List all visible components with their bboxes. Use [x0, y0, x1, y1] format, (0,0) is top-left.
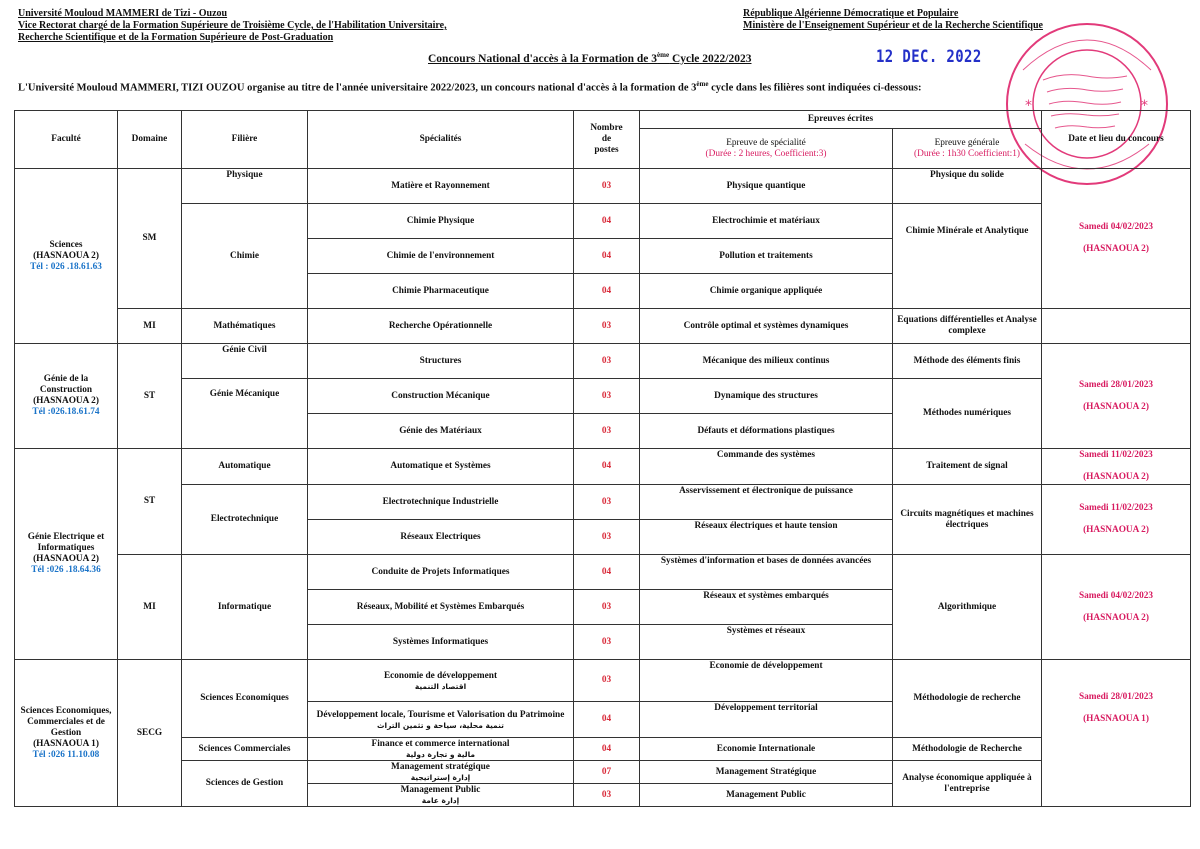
- page-title: Concours National d'accès à la Formation de 3ème Cycle 2022/2023: [428, 51, 752, 65]
- domain-cell: SECG: [118, 660, 182, 807]
- postes-cell: 03: [574, 520, 640, 555]
- epreuve-generale-cell: Physique du solide: [893, 169, 1042, 204]
- date-cell: Samedi 04/02/2023 (HASNAOUA 2): [1042, 169, 1191, 309]
- university-name: Université Mouloud MAMMERI de Tizi - Ouzou: [18, 8, 228, 19]
- postes-cell: 03: [574, 784, 640, 807]
- header-left: [18, 8, 447, 44]
- postes-cell: 04: [574, 274, 640, 309]
- filiere-cell: Informatique: [182, 555, 308, 660]
- postes-cell: 03: [574, 414, 640, 449]
- epreuve-specialite-cell: Electrochimie et matériaux: [640, 204, 893, 239]
- specialite-cell: Management stratégique إدارة إستراتيجية: [308, 761, 574, 784]
- header-right: [743, 8, 1043, 32]
- table-row: [15, 204, 1191, 239]
- epreuve-generale-cell: Méthodologie de Recherche: [893, 738, 1042, 761]
- filiere-cell: Sciences Economiques: [182, 660, 308, 738]
- epreuve-specialite-cell: Management Stratégique: [640, 761, 893, 784]
- specialite-cell: Structures: [308, 344, 574, 379]
- epreuve-specialite-cell: Physique quantique: [640, 169, 893, 204]
- date-cell: Samedi 28/01/2023 (HASNAOUA 1): [1042, 660, 1191, 807]
- republic-name: République Algérienne Démocratique et Populaire: [743, 8, 959, 19]
- epreuve-specialite-cell: Systèmes et réseaux: [640, 625, 893, 660]
- epreuve-specialite-cell: Dynamique des structures: [640, 379, 893, 414]
- epreuve-specialite-cell: Réseaux et systèmes embarqués: [640, 590, 893, 625]
- date-cell: Samedi 28/01/2023 (HASNAOUA 2): [1042, 344, 1191, 449]
- col-specialites: Spécialités: [308, 111, 574, 169]
- intro-paragraph: L'Université Mouloud MAMMERI, TIZI OUZOU organise au titre de l'année universitaire 2022/2023, un concours national d'accès à la formation de 3ème cycle dans les filières sont indiquées ci-dessous:: [18, 80, 922, 94]
- postes-cell: 03: [574, 485, 640, 520]
- faculty-cell: Génie de la Construction (HASNAOUA 2) Tél :026.18.61.74: [15, 344, 118, 449]
- epreuve-specialite-cell: Défauts et déformations plastiques: [640, 414, 893, 449]
- epreuve-specialite-cell: Chimie organique appliquée: [640, 274, 893, 309]
- specialite-cell: Réseaux, Mobilité et Systèmes Embarqués: [308, 590, 574, 625]
- postes-cell: 03: [574, 625, 640, 660]
- faculty-cell: Sciences (HASNAOUA 2) Tél : 026 .18.61.63: [15, 169, 118, 344]
- epreuve-generale-cell: Méthodologie de recherche: [893, 660, 1042, 738]
- epreuve-specialite-cell: Systèmes d'information et bases de données avancées: [640, 555, 893, 590]
- specialite-cell: Matière et Rayonnement: [308, 169, 574, 204]
- col-epreuve-generale: Epreuve générale (Durée : 1h30 Coefficient:1): [893, 129, 1042, 169]
- domain-cell: ST: [118, 344, 182, 449]
- postes-cell: 03: [574, 309, 640, 344]
- table-row: [15, 379, 1191, 414]
- col-filiere: Filière: [182, 111, 308, 169]
- specialite-cell: Conduite de Projets Informatiques: [308, 555, 574, 590]
- table-row: [15, 738, 1191, 761]
- postes-cell: 03: [574, 379, 640, 414]
- table-row: [15, 169, 1191, 204]
- specialite-cell: Chimie Pharmaceutique: [308, 274, 574, 309]
- vice-rectorat-2: Recherche Scientifique et de la Formation Supérieure de Post-Graduation: [18, 32, 334, 43]
- faculty-cell: Génie Electrique et Informatiques (HASNAOUA 2) Tél :026 .18.64.36: [15, 449, 118, 660]
- domain-cell: MI: [118, 555, 182, 660]
- epreuve-specialite-cell: Asservissement et électronique de puissance: [640, 485, 893, 520]
- specialite-cell: Management Public إدارة عامة: [308, 784, 574, 807]
- epreuve-generale-cell: Circuits magnétiques et machines électriques: [893, 485, 1042, 555]
- date-cell: Samedi 11/02/2023 (HASNAOUA 2): [1042, 485, 1191, 555]
- epreuve-specialite-cell: Mécanique des milieux continus: [640, 344, 893, 379]
- col-nombre-postes: Nombre de postes: [574, 111, 640, 169]
- filiere-cell: Electrotechnique: [182, 485, 308, 555]
- specialite-cell: Recherche Opérationnelle: [308, 309, 574, 344]
- date-stamp: 12 DEC. 2022: [876, 47, 982, 67]
- date-cell: Samedi 11/02/2023 (HASNAOUA 2): [1042, 449, 1191, 485]
- specialite-cell: Chimie Physique: [308, 204, 574, 239]
- postes-cell: 04: [574, 204, 640, 239]
- postes-cell: 03: [574, 169, 640, 204]
- filiere-cell: Mathématiques: [182, 309, 308, 344]
- domain-cell: ST: [118, 449, 182, 555]
- filiere-cell: Sciences de Gestion: [182, 761, 308, 807]
- table-row: [15, 449, 1191, 485]
- epreuve-generale-cell: Analyse économique appliquée à l'entreprise: [893, 761, 1042, 807]
- epreuve-specialite-cell: Pollution et traitements: [640, 239, 893, 274]
- table-row: [15, 761, 1191, 784]
- epreuve-specialite-cell: Economie Internationale: [640, 738, 893, 761]
- svg-text:*: *: [1025, 98, 1032, 114]
- specialite-cell: Systèmes Informatiques: [308, 625, 574, 660]
- postes-cell: 04: [574, 449, 640, 485]
- vice-rectorat: Vice Rectorat chargé de la Formation Supérieure de Troisième Cycle, de l'Habilitation Universitaire,: [18, 20, 447, 31]
- filiere-cell: Sciences Commerciales: [182, 738, 308, 761]
- epreuve-specialite-cell: Economie de développement: [640, 660, 893, 702]
- specialite-cell: Réseaux Electriques: [308, 520, 574, 555]
- table-row: [15, 555, 1191, 590]
- faculty-cell: Sciences Economiques, Commerciales et de Gestion (HASNAOUA 1) Tél :026 11.10.08: [15, 660, 118, 807]
- specialite-cell: Chimie de l'environnement: [308, 239, 574, 274]
- col-epreuves-ecrites: Epreuves écrites: [640, 111, 1042, 129]
- epreuve-specialite-cell: Contrôle optimal et systèmes dynamiques: [640, 309, 893, 344]
- epreuve-specialite-cell: Développement territorial: [640, 702, 893, 738]
- epreuve-specialite-cell: Réseaux électriques et haute tension: [640, 520, 893, 555]
- postes-cell: 03: [574, 344, 640, 379]
- epreuve-specialite-cell: Commande des systèmes: [640, 449, 893, 485]
- epreuve-generale-cell: Equations différentielles et Analyse complexe: [893, 309, 1042, 344]
- domain-cell: MI: [118, 309, 182, 344]
- postes-cell: 04: [574, 738, 640, 761]
- postes-cell: 04: [574, 702, 640, 738]
- postes-cell: 03: [574, 590, 640, 625]
- specialite-cell: Génie des Matériaux: [308, 414, 574, 449]
- specialite-cell: Economie de développement اقتصاد التنمية: [308, 660, 574, 702]
- filiere-cell: Physique: [182, 169, 308, 204]
- postes-cell: 03: [574, 660, 640, 702]
- domain-cell: SM: [118, 169, 182, 309]
- concours-table: [14, 110, 1191, 807]
- col-epreuve-specialite: Epreuve de spécialité (Durée : 2 heures, Coefficient:3): [640, 129, 893, 169]
- epreuve-generale-cell: Algorithmique: [893, 555, 1042, 660]
- epreuve-generale-cell: Chimie Minérale et Analytique: [893, 204, 1042, 309]
- specialite-cell: Construction Mécanique: [308, 379, 574, 414]
- postes-cell: 04: [574, 555, 640, 590]
- svg-text:*: *: [1141, 98, 1148, 114]
- table-row: [15, 660, 1191, 702]
- epreuve-specialite-cell: Management Public: [640, 784, 893, 807]
- col-date-lieu: Date et lieu du concours: [1042, 111, 1191, 169]
- filiere-cell: Chimie: [182, 204, 308, 309]
- specialite-cell: Développement locale, Tourisme et Valorisation du Patrimoine تنمية محلية، سياحة و تثمين التراث: [308, 702, 574, 738]
- filiere-cell: Génie Mécanique: [182, 379, 308, 449]
- postes-cell: 04: [574, 239, 640, 274]
- specialite-cell: Automatique et Systèmes: [308, 449, 574, 485]
- date-cell: Samedi 04/02/2023 (HASNAOUA 2): [1042, 555, 1191, 660]
- table-row: [15, 485, 1191, 520]
- table-row: [15, 309, 1191, 344]
- specialite-cell: Electrotechnique Industrielle: [308, 485, 574, 520]
- epreuve-generale-cell: Traitement de signal: [893, 449, 1042, 485]
- col-faculte: Faculté: [15, 111, 118, 169]
- epreuve-generale-cell: Méthodes numériques: [893, 379, 1042, 449]
- specialite-cell: Finance et commerce international مالية و تجارة دولية: [308, 738, 574, 761]
- filiere-cell: Automatique: [182, 449, 308, 485]
- ministry-name: Ministère de l'Enseignement Supérieur et de la Recherche Scientifique: [743, 20, 1043, 31]
- col-domaine: Domaine: [118, 111, 182, 169]
- date-cell-empty: [1042, 309, 1191, 344]
- postes-cell: 07: [574, 761, 640, 784]
- filiere-cell: Génie Civil: [182, 344, 308, 379]
- epreuve-generale-cell: Méthode des éléments finis: [893, 344, 1042, 379]
- table-row: [15, 344, 1191, 379]
